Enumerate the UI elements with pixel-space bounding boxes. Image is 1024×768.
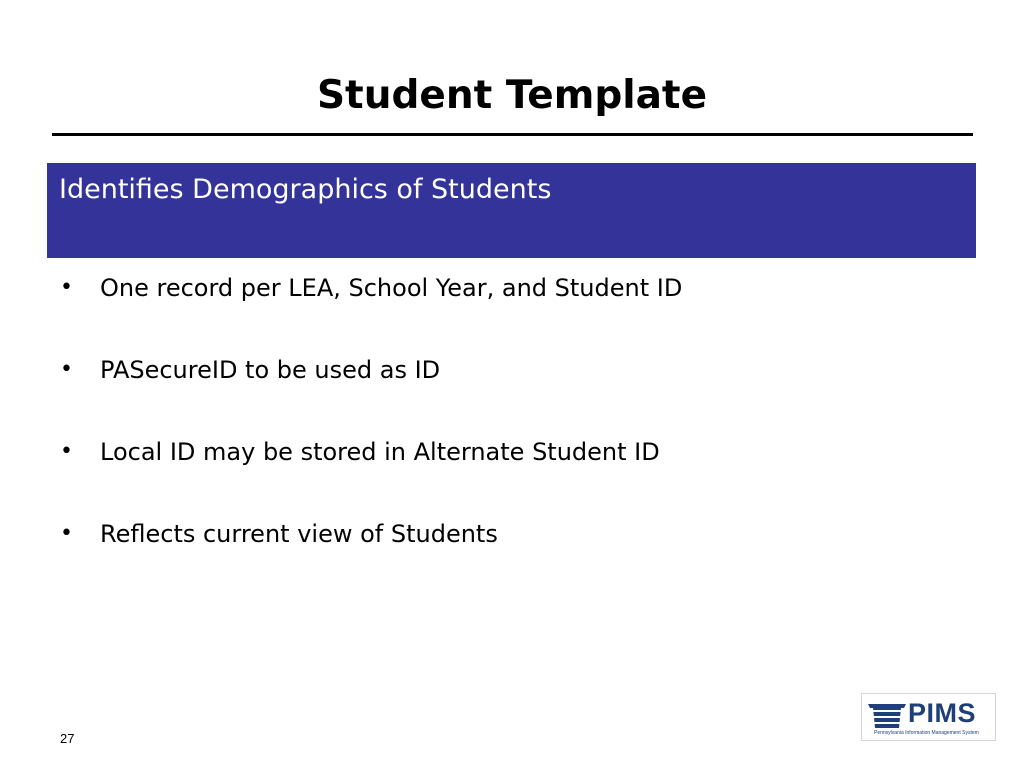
bullet-item [60, 270, 960, 352]
bullet-marker: • [60, 357, 73, 382]
slide-title: Student Template [316, 73, 708, 118]
pims-logo [861, 693, 996, 741]
logo-wordmark: PIMS [908, 698, 977, 728]
bullet-text: Local ID may be stored in Alternate Student ID [100, 438, 660, 466]
bullet-text: One record per LEA, School Year, and Student ID [100, 274, 683, 302]
banner-text: Identifies Demographics of Students [59, 174, 552, 205]
bullet-marker: • [60, 439, 73, 464]
title-divider [52, 133, 973, 136]
bullet-text: PASecureID to be used as ID [100, 356, 441, 384]
section-banner [47, 163, 976, 258]
bullet-list [60, 270, 960, 598]
bullet-item [60, 352, 960, 434]
logo-tagline: Pennsylvania Information Management System [874, 730, 979, 736]
keystone-icon [868, 702, 906, 730]
page-number: 27 [60, 731, 75, 746]
bullet-text: Reflects current view of Students [100, 520, 498, 548]
bullet-item [60, 516, 960, 598]
bullet-marker: • [60, 521, 73, 546]
bullet-item [60, 434, 960, 516]
bullet-marker: • [60, 275, 73, 300]
